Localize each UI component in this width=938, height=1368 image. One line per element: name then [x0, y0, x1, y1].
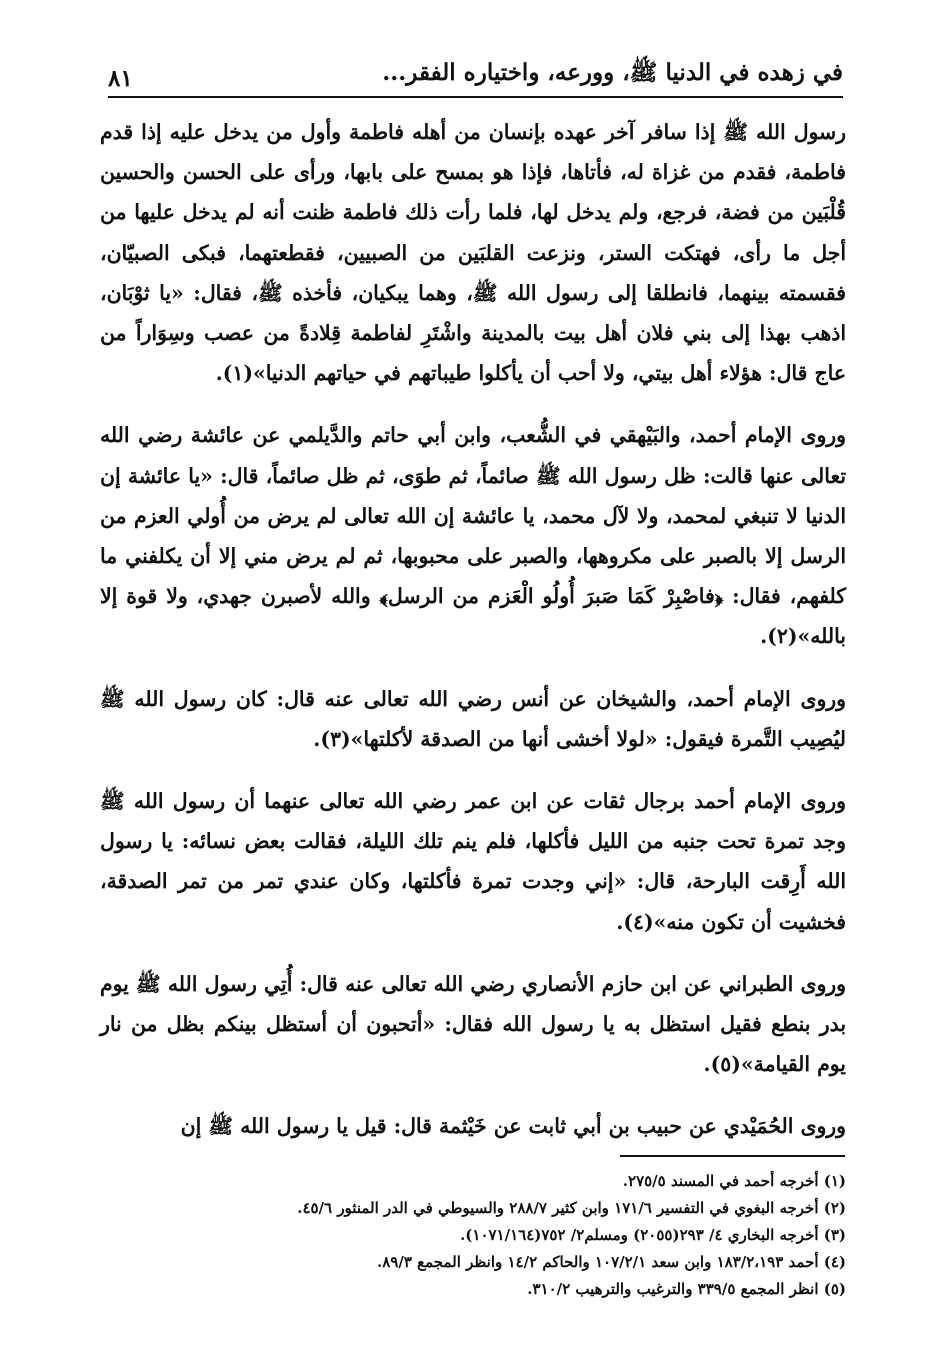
paragraph: وروى الإمام أحمد برجال ثقات عن ابن عمر رضي الله تعالى عنهما أن رسول الله ﷺ وجد تمرة تحت جنبه من الليل فأكلها، فلم ينم تلك الليلة، فقالت بعض نسائه: يا رسول الله أَرِقت البارحة، قال: «إني وجدت تمرة فأكلتها، وكان عندي تمر من تمر الصدقة، فخشيت أن تكون منه»(٤). [100, 789, 846, 934]
page-number: ٨١ [108, 65, 133, 92]
paragraph: وروى الإمام أحمد، والبَيْهقي في الشُّعب، وابن أبي حاتم والدَّيلمي عن عائشة رضي الله تعالى عنها قالت: ظل رسول الله ﷺ صائماً، ثم طوَى، ثم ظل صائماً، قال: «يا عائشة إن الدنيا لا تنبغي لمحمد، ولا لآل محمد، يا عائشة إن الله تعالى لم يرض من أُولي العزم من الرسل إلا بالصبر على مكروهها، والصبر على محبوبها، ثم لم يرض مني إلا أن يكلفني ما كلفهم، فقال: ﴿فاصْبِرْ كَمَا صَبرَ أُولُو الْعَزم من الرسل﴾ والله لأصبرن جهدي، ولا قوة إلا بالله»(٢). [100, 423, 846, 649]
footnote: (٤) أحمد ١٨٣/٢،١٩٣ وابن سعد ١٠٧/٢/١ والحاكم ١٤/٢ وانظر المجمع ٨٩/٣. [377, 1253, 846, 1271]
footnote: (١) أخرجه أحمد في المسند ٢٧٥/٥. [622, 1172, 846, 1190]
main-text [100, 112, 846, 1169]
paragraph: وروى الحُمَيْدي عن حبيب بن أبي ثابت عن خَيْثمة قال: قيل يا رسول الله ﷺ إن [180, 1114, 846, 1139]
page-header [108, 56, 843, 92]
footnote: (٢) أخرجه البغوي في التفسير ١٧١/٦ وابن كثير ٢٨٨/٧ والسيوطي في الدر المنثور ٤٥/٦. [297, 1199, 846, 1217]
paragraph: وروى الإمام أحمد، والشيخان عن أنس رضي الله تعالى عنه قال: كان رسول الله ﷺ ليُصِيب التَّمرة فيقول: «لولا أخشى أنها من الصدقة لأكلتها»(٣). [100, 686, 846, 751]
footnote-divider [620, 1155, 845, 1157]
paragraph: رسول الله ﷺ إذا سافر آخر عهده بإنسان من أهله فاطمة وأول من يدخل عليه إذا قدم فاطمة، فقدم من غزاة له، فأتاها، فإذا هو بمسح على بابها، ورأى على الحسن والحسين قُلْبَين من فضة، فرجع، ولم يدخل لها، فلما رأت ذلك فاطمة ظنت أنه لم يدخل عليها من أجل ما رأى، فهتكت الستر، ونزعت القلبَين من الصبيين، فقطعتهما، فبكى الصبيّان، فقسمته بينهما، فانطلقا إلى رسول الله ﷺ، وهما يبكيان، فأخذه ﷺ، فقال: «يا ثوْبَان، اذهب بهذا إلى بني فلان أهل بيت بالمدينة واشْتَرِ لفاطمة قِلادةً من عصب وسِوَاراً من عاج قال: هؤلاء أهل بيتي، ولا أحب أن يأكلوا طيباتهم في حياتهم الدنيا»(١). [100, 120, 846, 386]
header-divider [108, 96, 843, 98]
footnotes [100, 1168, 846, 1303]
running-title: في زهده في الدنيا ﷺ، وورعه، واختياره الفقر... [382, 59, 843, 86]
paragraph: وروى الطبراني عن ابن حازم الأنصاري رضي الله تعالى عنه قال: أُتِي رسول الله ﷺ يوم بدر بنطع فقيل استظل به يا رسول الله فقال: «أتحبون أن أستظل بينكم بظل من نار يوم القيامة»(٥). [100, 971, 846, 1077]
footnote: (٣) أخرجه البخاري ٤/ ٢٩٣(٢٠٥٥) ومسلم٢/ ٧٥٢(١٠٧١/١٦٤). [460, 1226, 846, 1244]
footnote: (٥) انظر المجمع ٣٣٩/٥ والترغيب والترهيب ٣١٠/٢. [527, 1280, 846, 1298]
